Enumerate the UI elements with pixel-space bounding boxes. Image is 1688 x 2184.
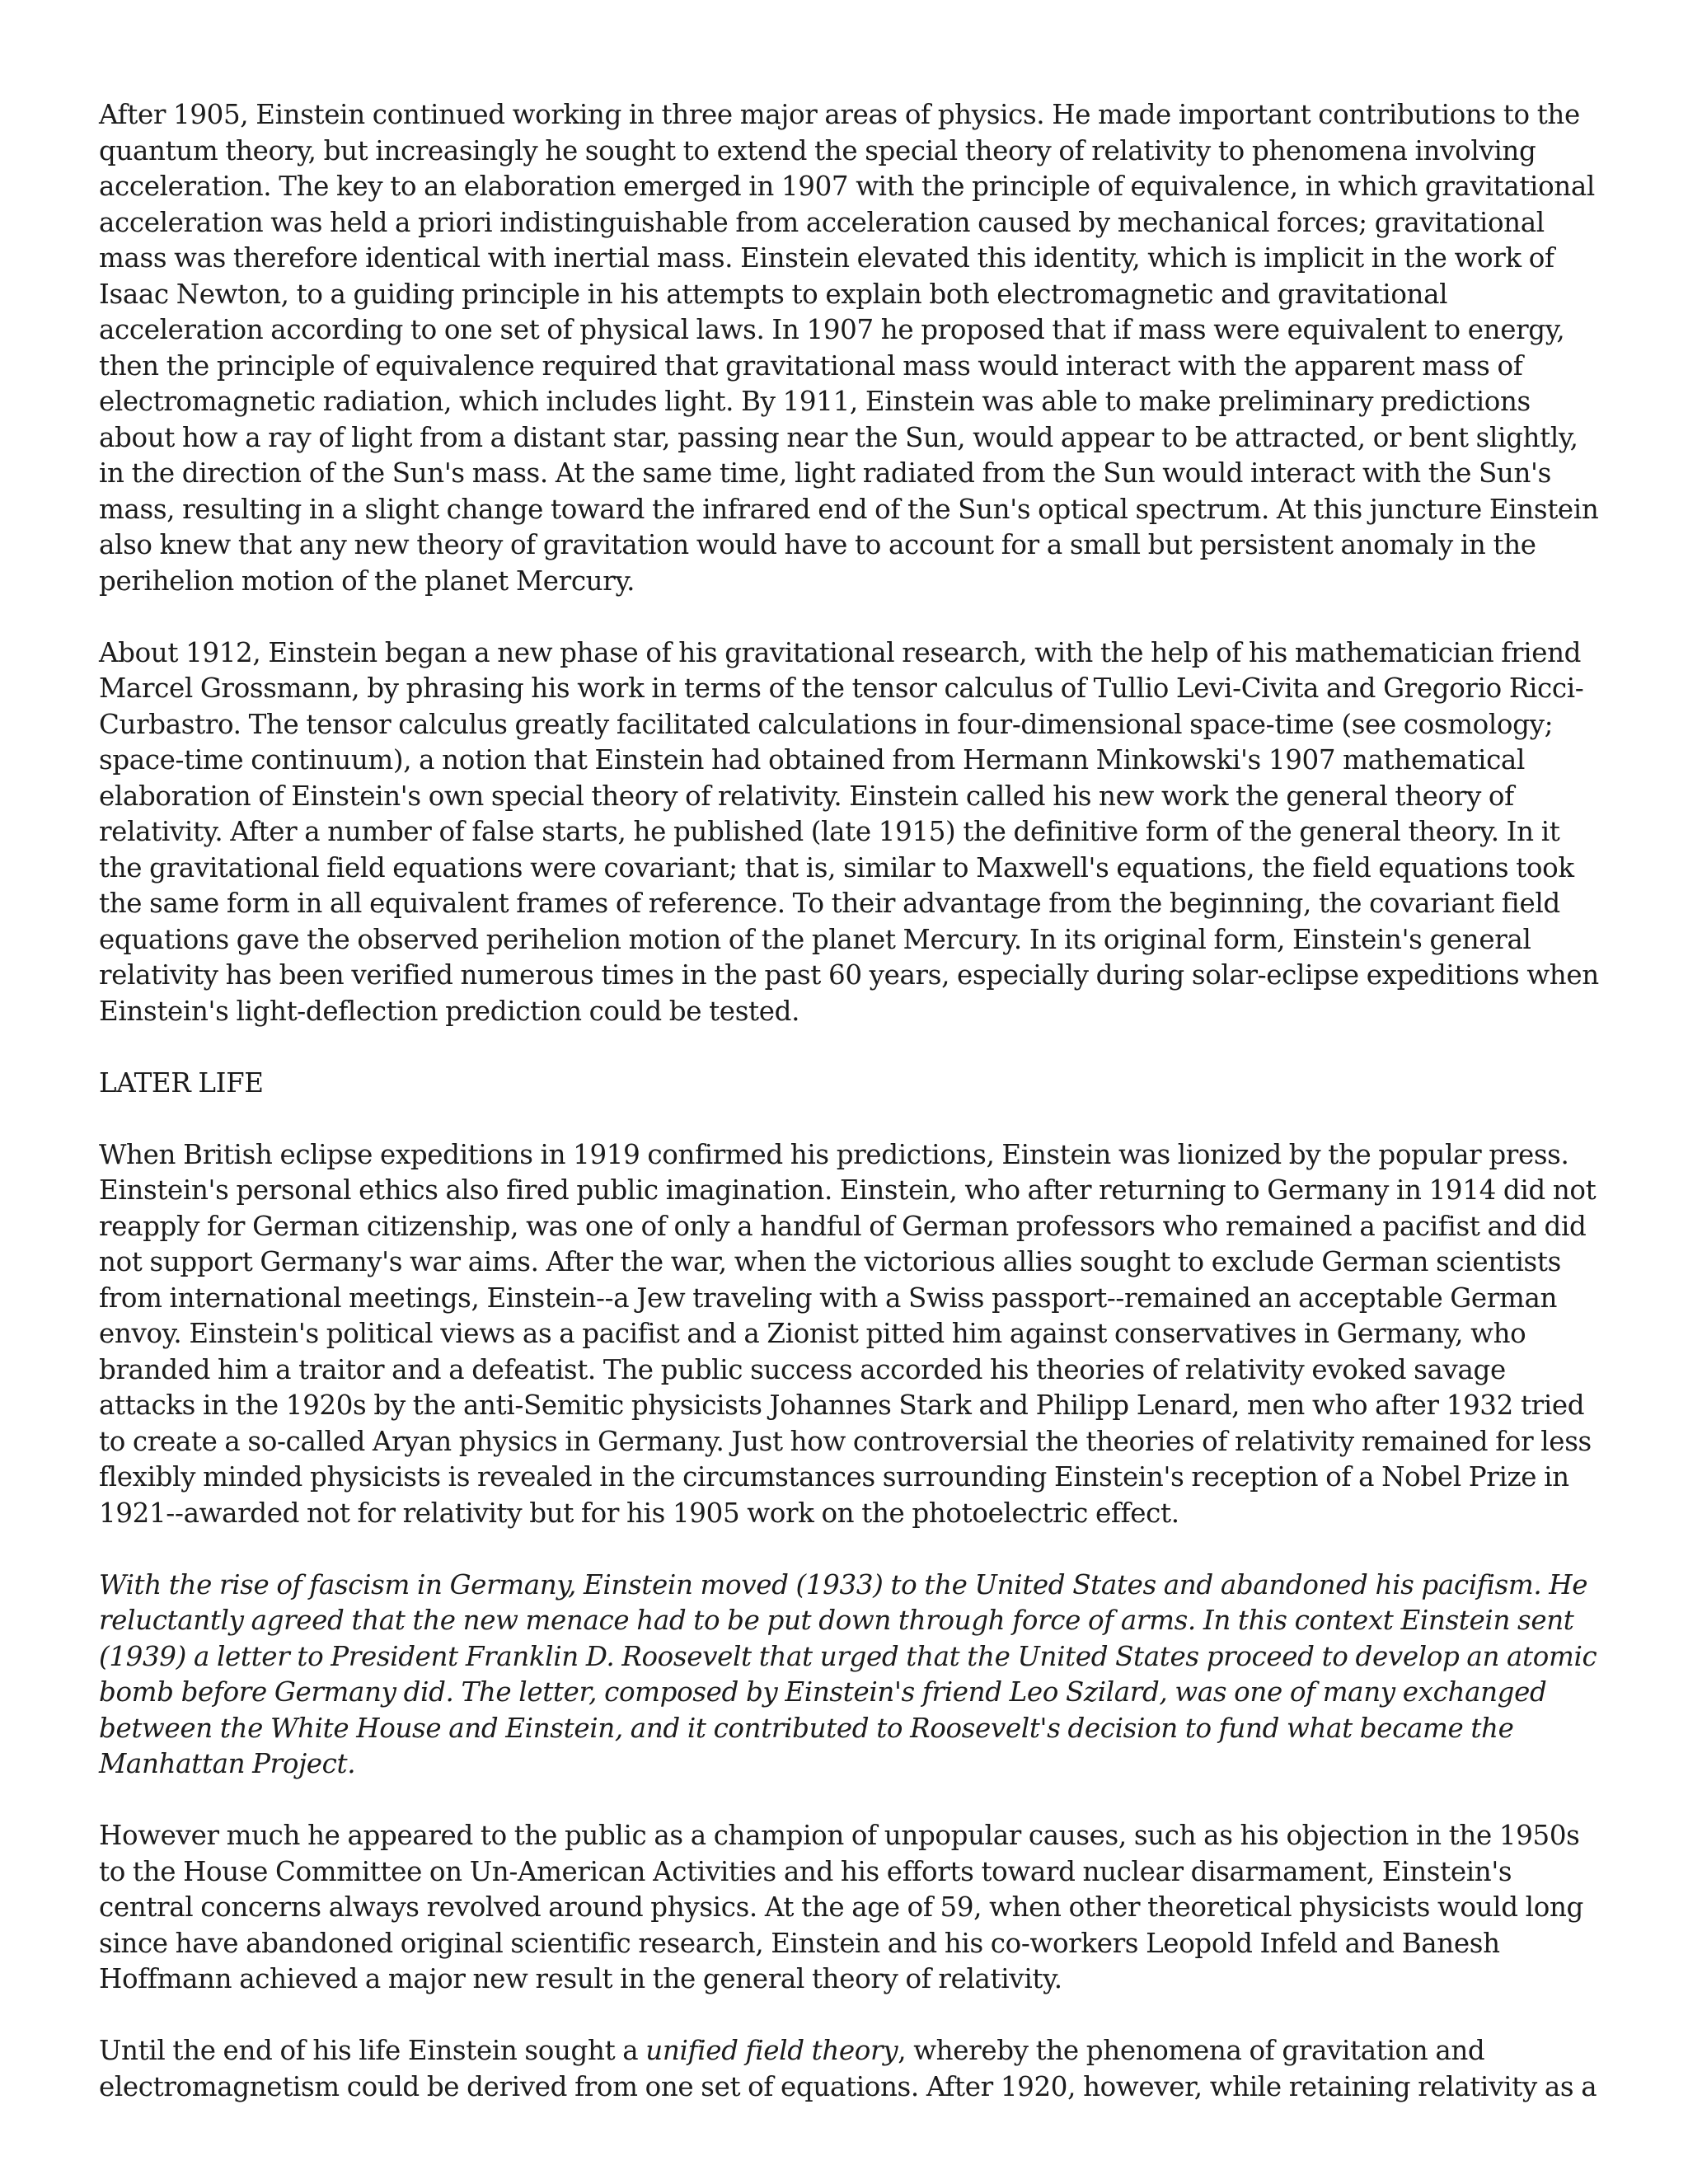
document-page: [99, 97, 1599, 2141]
paragraph-unified-field: [99, 2033, 1599, 2105]
unified-field-text-before: Until the end of his life Einstein sought a: [99, 2035, 646, 2066]
section-heading-later-life: LATER LIFE: [99, 1066, 264, 1099]
paragraph-equivalence-principle: After 1905, Einstein continued working in three major areas of physics. He made important contributions to the quantum theory, but increasingly he sought to extend the special theory of relativity to phenomena involving acceleration. The key to an elaboration emerged in 1907 with the principle of equivalence, in which gravitational acceleration was held a priori indistinguishable from acceleration caused by mechanical forces; gravitational mass was therefore identical with inertial mass. Einstein elevated this identity, which is implicit in the work of Isaac Newton, to a guiding principle in his attempts to explain both electromagnetic and gravitational acceleration according to one set of physical laws. In 1907 he proposed that if mass were equivalent to energy, then the principle of equivalence required that gravitational mass would interact with the apparent mass of electromagnetic radiation, which includes light. By 1911, Einstein was able to make preliminary predictions about how a ray of light from a distant star, passing near the Sun, would appear to be attracted, or bent slightly, in the direction of the Sun's mass. At the same time, light radiated from the Sun would interact with the Sun's mass, resulting in a slight change toward the infrared end of the Sun's optical spectrum. At this juncture Einstein also knew that any new theory of gravitation would have to account for a small but persistent anomaly in the perihelion motion of the planet Mercury.: [99, 99, 1599, 597]
paragraph-central-concerns: However much he appeared to the public as a champion of unpopular causes, such as his objection in the 1950s to the House Committee on Un-American Activities and his efforts toward nuclear disarmament, Einstein's central concerns always revolved around physics. At the age of 59, when other theoretical physicists would long since have abandoned original scientific research, Einstein and his co-workers Leopold Infeld and Banesh Hoffmann achieved a major new result in the general theory of relativity.: [99, 1820, 1583, 1994]
unified-field-theory-emphasis: unified field theory: [645, 2035, 898, 2066]
paragraph-public-fame: When British eclipse expeditions in 1919 confirmed his predictions, Einstein was lionized by the popular press. Einstein's personal ethics also fired public imagination. Einstein, who after returning to Germany in 1914 did not reapply for German citizenship, was one of only a handful of German professors who remained a pacifist and did not support Germany's war aims. After the war, when the victorious allies sought to exclude German scientists from international meetings, Einstein--a Jew traveling with a Swiss passport--remained an acceptable German envoy. Einstein's political views as a pacifist and a Zionist pitted him against conservatives in Germany, who branded him a traitor and a defeatist. The public success accorded his theories of relativity evoked savage attacks in the 1920s by the anti-Semitic physicists Johannes Stark and Philipp Lenard, men who after 1932 tried to create a so-called Aryan physics in Germany. Just how controversial the theories of relativity remained for less flexibly minded physicists is revealed in the circumstances surrounding Einstein's reception of a Nobel Prize in 1921--awarded not for relativity but for his 1905 work on the photoelectric effect.: [99, 1138, 1597, 1529]
unified-field-text-after: , whereby the phenomena of gravitation and electromagnetism could be derived from one set of equations. After 1920, however, while retaining relativity as a: [99, 2035, 1597, 2102]
paragraph-fascism-italic: With the rise of fascism in Germany, Einstein moved (1933) to the United States and abandoned his pacifism. He reluctantly agreed that the new menace had to be put down through force of arms. In this context Einstein sent (1939) a letter to President Franklin D. Roosevelt that urged that the United States proceed to develop an atomic bomb before Germany did. The letter, composed by Einstein's friend Leo Szilard, was one of many exchanged between the White House and Einstein, and it contributed to Roosevelt's decision to fund what became the Manhattan Project.: [99, 1568, 1597, 1779]
paragraph-general-relativity: About 1912, Einstein began a new phase of his gravitational research, with the help of his mathematician friend Marcel Grossmann, by phrasing his work in terms of the tensor calculus of Tullio Levi-Civita and Gregorio Ricci-Curbastro. The tensor calculus greatly facilitated calculations in four-dimensional space-time (see cosmology; space-time continuum), a notion that Einstein had obtained from Hermann Minkowski's 1907 mathematical elaboration of Einstein's own special theory of relativity. Einstein called his new work the general theory of relativity. After a number of false starts, he published (late 1915) the definitive form of the general theory. In it the gravitational field equations were covariant; that is, similar to Maxwell's equations, the field equations took the same form in all equivalent frames of reference. To their advantage from the beginning, the covariant field equations gave the observed perihelion motion of the planet Mercury. In its original form, Einstein's general relativity has been verified numerous times in the past 60 years, especially during solar-eclipse expeditions when Einstein's light-deflection prediction could be tested.: [99, 636, 1599, 1027]
